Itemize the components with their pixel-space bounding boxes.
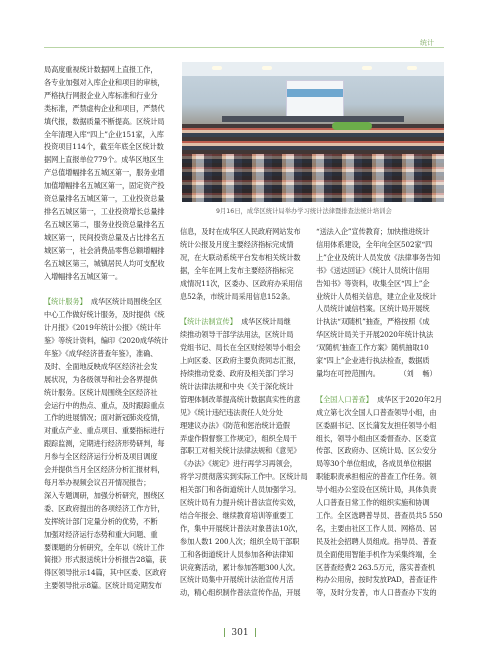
text-line: 作，集中开展统计普法对象普法10次， [180, 523, 303, 533]
text-run: 成华区统计局围绕全区 [86, 297, 162, 307]
text-line: 家“四上”企业进行执法检查，数据质 [316, 356, 430, 366]
text-line: 名五城区第三，城镇居民人均可支配收 [44, 258, 165, 268]
text-line [180, 316, 308, 329]
text-line: 员全面使用智能手机作为采集终端，全 [316, 549, 437, 559]
text-run: 成华区统计局继 [236, 317, 291, 327]
text-line: 会运行中的热点、重点，及时跟踪重点 [44, 400, 165, 410]
text-line: 区普查经费2 263.5万元，落实普查机 [316, 562, 435, 572]
text-line: 委、区政府提出的各项经济工作方针， [44, 503, 165, 513]
text-run: 成华区于2020年2月 [372, 394, 442, 404]
text-line: 会并提供当月全区经济分析汇报材料， [44, 465, 165, 475]
text-line: 资总量排名五城区第一，工业投资总量 [44, 194, 165, 204]
text-column-1 [44, 64, 170, 593]
text-line: 导小组办公室设在区统计局，具体负责 [316, 485, 437, 495]
text-line [316, 394, 444, 407]
text-line: 弄虚作假督察工作规定》，组织全局干 [180, 433, 297, 443]
conference-photo [182, 62, 444, 202]
page-number [0, 628, 480, 638]
text-line: 据，全年在网上发布主要经济指标完 [180, 265, 294, 275]
text-line: 局高度重视统计数据网上直报工作， [44, 65, 158, 74]
text-line: 将学习贯彻落实到实际工作中。区统计局 [180, 472, 308, 482]
text-line: 人口普查日常工作的组织实施和协调 [316, 498, 430, 508]
text-line: 等，及时分发普，市人口普查办下发的 [316, 588, 437, 598]
text-line: 上向区委、区政府主要负责同志汇报， [180, 356, 301, 366]
photo-caption: 9月16日，成华区统计局举办学习统计法律暨排查法统计培训会 [216, 208, 392, 215]
text-line: 组长，领导小组由区委督查办、区委宣 [316, 433, 437, 443]
text-line: 要课题的分析研究，全年以《统计工作 [44, 542, 165, 552]
text-line: 部职工对相关统计法律法规和《意见》 [180, 446, 301, 456]
text-line: 排名五城区第一，工业投资增长总量排 [44, 206, 165, 216]
text-line: 信息，及时在成华区人民政府网站发布 [180, 227, 301, 236]
text-line: 识竞赛活动，累计参加答题300人次。 [180, 562, 300, 572]
text-line: 填代报，数据质量不断提高。区统计局 [44, 116, 165, 126]
text-line: 管理体制改革提高统计数据真实性的意 [180, 394, 301, 404]
header-rule [44, 47, 444, 48]
text-line: 传部、区政府办、区统计局、区公安分 [316, 446, 437, 456]
text-line [180, 303, 308, 316]
text-line: 告知书》等资料，收集全区“四上”企 [316, 278, 430, 288]
text-line: “送法入企”宣传教育；加快推进统计 [316, 227, 430, 236]
text-line: 区委副书记、区长蒲发友担任领导小组 [316, 420, 437, 430]
text-line: 党组书记、局长在全区财经领导小组会 [180, 343, 301, 353]
text-line: 发挥统计部门定量分析的优势，不断 [44, 516, 158, 526]
text-line: 理建议办法》《防范和惩治统计造假 [180, 420, 290, 430]
section-heading: 【统计服务】 [44, 297, 87, 307]
text-line: 展状况，为各级领导和社会各界提供 [44, 374, 158, 384]
text-line: 构办公用房，按时发放PAD，普查证件 [316, 575, 438, 585]
text-line: 《办法》《规定》进行再学习再领会， [180, 459, 297, 469]
text-line: 简报》形式报送统计分析报告28篇，获 [44, 555, 167, 565]
text-line: 民及社会招聘人员组成。指导员、普查 [316, 536, 437, 546]
text-line: 鉴》等统计资料，编印《2020成华统计 [44, 336, 169, 346]
text-line: 相关部门和各街道统计人员加强学习。 [180, 485, 301, 495]
text-line: 深入专题调研，加强分析研究，围绕区 [44, 490, 165, 500]
text-line: 中心工作做好统计服务，及时提供《统 [44, 310, 165, 320]
text-line: 续推动领导干部学法用法，区统计局 [180, 330, 294, 340]
text-line: 据网上直报单位779个。成华区地区生 [44, 155, 164, 165]
text-line: 业统计人员相关信息，建立企业及统计 [316, 291, 437, 301]
text-line: 参加人数1 200人次；组织全局干部职 [180, 536, 300, 546]
text-line: 计月报》《2019年统计公报》《统计年 [44, 323, 162, 333]
section-heading: 【全国人口普查】 [316, 394, 373, 404]
text-line [44, 283, 170, 296]
text-line: 类标准，严禁虚构企业和项目，严禁代 [44, 103, 165, 113]
text-line: 跟踪监测，定期进行经济形势研判，每 [44, 439, 165, 449]
text-line: 加强对经济运行态势和重大问题、重 [44, 529, 158, 539]
text-line: 上”企业及统计人员发放《法律事务告知 [316, 252, 441, 262]
text-line: 工作的进展情况；面对新冠肺炎疫情， [44, 413, 165, 423]
text-line: 计执法“双随机”抽查，严格按照《成 [316, 317, 430, 327]
text-line: 况，在大联动系统平台发布相关统计数 [180, 252, 301, 262]
text-line: 年鉴》《成华经济普查年鉴》，准确、 [44, 348, 158, 358]
text-line: 统计服务。区统计局围绕全区经济社 [44, 387, 158, 397]
text-line [44, 296, 170, 309]
text-line: 工和各街道统计人员参加各种法律知 [180, 549, 294, 559]
text-line: 统计法律法规和中央《关于深化统计 [180, 381, 294, 391]
text-line: 局等30个单位组成，各成员单位根据 [316, 459, 432, 469]
text-line [316, 381, 444, 394]
text-line: 城区第一，民间投资总量及占比排名五 [44, 232, 165, 242]
text-line: 结合年报会、继续教育培训等重要工 [180, 510, 294, 520]
section-heading: 【统计法制宣传】 [180, 317, 237, 327]
text-line: 书》《送达回证》《统计人员统计信用 [316, 265, 430, 275]
text-line: 每月举办视频会议召开情况报告； [44, 478, 151, 487]
section-header: 统计 [420, 39, 434, 47]
text-line: 信用体系建设，全年向全区502家“四 [316, 239, 433, 249]
projection-screen [286, 80, 344, 118]
text-line: 名五城区第二，服务业投资总量排名五 [44, 219, 165, 229]
text-line: 职能职责承担相应的普查工作任务。领 [316, 472, 437, 482]
text-line: 全年清理入库“四上”企业151家，入库 [44, 129, 164, 139]
text-line: 得区领导批示14篇，其中区委、区政府 [44, 568, 167, 578]
text-line: 见》《统计违纪违法责任人处分处 [180, 407, 283, 417]
text-line: 持续推动党委、政府及相关部门学习 [180, 368, 294, 378]
text-line: 息52条，市统计局采用信息152条。 [180, 291, 295, 301]
text-line: 区统计局有力提升统计普法宣传实效， [180, 498, 301, 508]
text-line: 量均在可控范围内。 （刘 畅） [316, 368, 437, 378]
text-line: 产总值增幅排名五城区第一，服务业增 [44, 168, 165, 178]
text-line: 对重点产业、重点项目、重要指标进行 [44, 426, 165, 436]
text-line: 各专业加强对入库企业和项目的审核， [44, 77, 165, 87]
page-number-text: 301 [231, 628, 249, 638]
text-line: 区统计局集中开展统计法治宣传月活 [180, 575, 294, 585]
text-line: 投资项目114个，截至年底全区统计数 [44, 142, 164, 152]
text-line: ‘双随机’抽查工作方案》随机抽取10 [316, 343, 429, 353]
text-line: 成立第七次全国人口普查领导小组，由 [316, 407, 437, 417]
text-line: 严格执行网报企业入库标准和行业分 [44, 90, 158, 100]
text-line: 月参与全区经济运行分析及项目调度 [44, 452, 158, 462]
text-line: 动，精心组织制作普法宣传作品，开展 [180, 588, 301, 598]
text-line: 工作。全区选聘普导员、普查员共5 550 [316, 510, 443, 520]
text-column-2 [180, 226, 308, 600]
text-line: 加值增幅排名五城区第一，固定资产投 [44, 181, 165, 191]
text-line: 华区统计局关于开展2020年统计执法 [316, 330, 434, 340]
text-line: 主要领导批示8篇。区统计局定期发布 [44, 581, 162, 591]
text-line: 人员统计诚信档案。区统计局开展统 [316, 304, 430, 314]
text-line: 成情况11次，区委办、区政府办采用信 [180, 278, 303, 288]
text-line: 统计公报及月度主要经济指标完成情 [180, 239, 294, 249]
text-line: 及时、全面地反映成华区经济社会发 [44, 361, 158, 371]
text-line: 入增幅排名五城区第一。 [44, 271, 122, 281]
text-line: 城区第一，社会消费品零售总额增幅排 [44, 245, 165, 255]
text-line: 名，主要由社区工作人员、网格员、居 [316, 523, 437, 533]
text-column-3 [316, 226, 444, 600]
